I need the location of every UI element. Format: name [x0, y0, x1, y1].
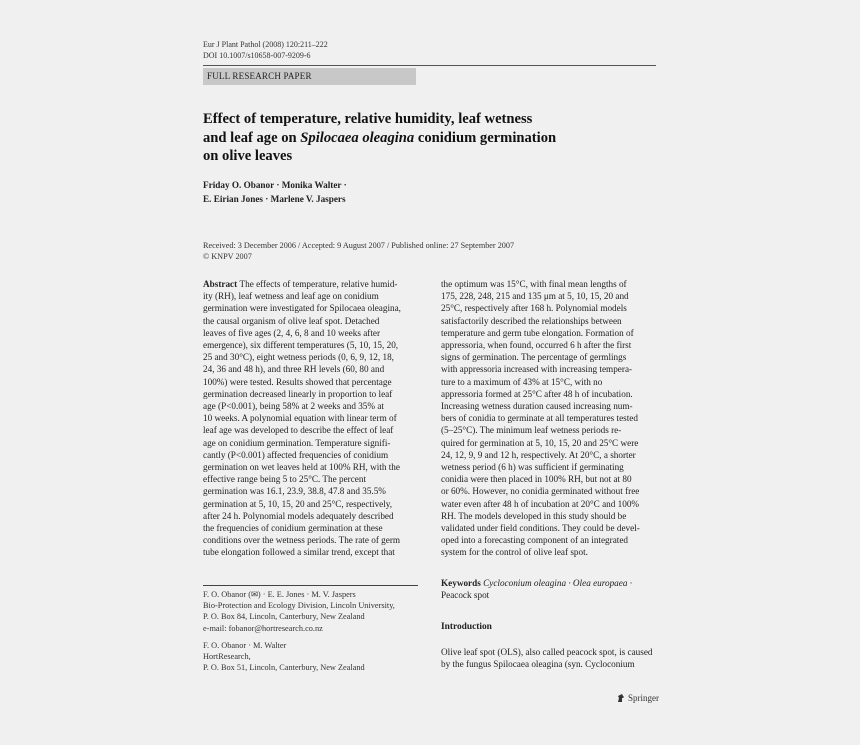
abstract-left-line: effective range being 5 to 25°C. The percent [203, 474, 367, 485]
abstract-right-line: or 60%. However, no conidia germinated without free [441, 486, 640, 497]
springer-horse-icon [616, 693, 626, 703]
affiliation-rule [203, 585, 418, 586]
abstract-left-line: leaves of five ages (2, 4, 6, 8 and 10 weeks after [203, 327, 381, 338]
abstract-left-line: 24, 36 and 48 h), and three RH levels (60, 80 and [203, 364, 385, 375]
abstract-right-line: appressoria formed at 25°C after 48 h of incubation. [441, 388, 633, 399]
abstract-right-line: oped into a forecasting component of an integrated [441, 535, 629, 546]
abstract-left-line: 10 weeks. A polynomial equation with linear term of [203, 413, 397, 424]
keywords-heading: Keywords [441, 578, 481, 588]
affiliation-line: e-mail: fobanor@hortresearch.co.nz [203, 623, 323, 633]
author-line-1: Friday O. Obanor · Monika Walter · [203, 180, 347, 190]
article-type-banner: FULL RESEARCH PAPER [203, 68, 416, 85]
journal-header [203, 39, 328, 61]
abstract-left-line: conditions over the wetness periods. The rate of germ [203, 535, 401, 546]
abstract-right-line: conidia were then placed in 100% RH, but not at 80 [441, 474, 632, 485]
abstract-right-line: RH. The models developed in this study should be [441, 510, 627, 521]
species-name: Spilocaea oleagina [300, 129, 415, 146]
abstract-left-line: 25 and 30°C), eight wetness periods (0, 6, 9, 12, 18, [203, 352, 394, 363]
abstract-left-line: age on conidium germination. Temperature signifi- [203, 437, 391, 448]
affiliation-block-2 [203, 640, 365, 674]
abstract-right-line: ture to a maximum of 43% at 15°C, with no [441, 376, 603, 387]
doi: DOI 10.1007/s10658-007-9209-6 [203, 51, 311, 60]
abstract-right-line: with appressoria increased with increasing tempera- [441, 364, 633, 375]
header-rule [203, 65, 656, 66]
affiliation-line: P. O. Box 51, Lincoln, Canterbury, New Zealand [203, 663, 365, 673]
abstract-right-line: satisfactorily described the relationships between [441, 315, 622, 326]
publication-dates [203, 240, 514, 262]
abstract-heading: Abstract [203, 279, 240, 289]
abstract-left-line: after 24 h. Polynomial models adequately described [203, 510, 394, 521]
publisher-logo [616, 693, 659, 703]
intro-line-2: by the fungus Spilocaea oleagina (syn. Cycloconium [441, 659, 635, 670]
title-line-3: on olive leaves [203, 148, 293, 164]
abstract-right-column [441, 278, 656, 559]
abstract-right-line: signs of germination. The percentage of germlings [441, 352, 627, 363]
abstract-right-line: 175, 228, 248, 215 and 135 μm at 5, 10, 15, 20 and [441, 291, 629, 302]
affiliation-block-1 [203, 589, 395, 634]
abstract-left-line: cantly (P<0.001) affected frequencies of conidium [203, 449, 389, 460]
abstract-left-line: germination decreased linearly in proportion to leaf [203, 388, 393, 399]
affiliation-line: HortResearch, [203, 652, 251, 662]
abstract-left-line: germination was 16.1, 23.9, 38.8, 47.8 and 35.5% [203, 486, 386, 497]
abstract-right-line: quired for germination at 5, 10, 15, 20 and 25°C were [441, 437, 639, 448]
abstract-left-line: the causal organism of olive leaf spot. Detached [203, 315, 380, 326]
affiliation-line: F. O. Obanor · M. Walter [203, 641, 287, 650]
abstract-left-line: germination were investigated for Spilocaea oleagina, [203, 303, 401, 314]
copyright-line: © KNPV 2007 [203, 252, 252, 261]
abstract-right-line: (5–25°C). The minimum leaf wetness periods re- [441, 425, 622, 436]
abstract-left-line: ity (RH), leaf wetness and leaf age on conidium [203, 291, 379, 302]
received-line: Received: 3 December 2006 / Accepted: 9 August 2007 / Published online: 27 September 2007 [203, 241, 515, 250]
publisher-name: Springer [628, 693, 659, 703]
abstract-left-line: 100%) were tested. Results showed that percentage [203, 376, 392, 387]
abstract-left-line: germination on wet leaves held at 100% RH, with the [203, 462, 400, 473]
keywords-terms: Cycloconium oleagina · Olea europaea · [483, 578, 633, 588]
abstract-left-line: leaf age was developed to describe the effect of leaf [203, 425, 394, 436]
abstract-left-line: tube elongation followed a similar trend, except that [203, 547, 395, 558]
affiliation-line: P. O. Box 84, Lincoln, Canterbury, New Zealand [203, 612, 365, 622]
abstract-right-line: Increasing wetness duration caused increasing num- [441, 401, 633, 412]
affiliation-line: F. O. Obanor (✉) · E. E. Jones · M. V. Jaspers [203, 590, 356, 599]
introduction-heading: Introduction [441, 622, 492, 632]
abstract-right-line: appressoria, when found, occurred 6 h after the first [441, 340, 632, 351]
author-line-2: E. Eirian Jones · Marlene V. Jaspers [203, 194, 346, 204]
title-line-2: and leaf age on Spilocaea oleagina conidium germination [203, 129, 557, 146]
abstract-right-line: wetness period (6 h) was sufficient if germinating [441, 462, 624, 473]
abstract-right-line: 25°C, respectively after 168 h. Polynomial models [441, 303, 627, 314]
abstract-right-line: bers of conidia to germinate at all temperatures tested [441, 413, 638, 424]
paper-title [203, 110, 643, 166]
title-line-1: Effect of temperature, relative humidity, leaf wetness [203, 111, 533, 127]
abstract-left-line: emergence), six different temperatures (5, 10, 15, 20, [203, 340, 399, 351]
abstract-right-line: system for the control of olive leaf spot. [441, 547, 588, 558]
abstract-right-line: validated under field conditions. They could be devel- [441, 523, 640, 534]
author-list [203, 178, 347, 206]
keywords-terms-2: Peacock spot [441, 590, 490, 601]
journal-citation: Eur J Plant Pathol (2008) 120:211–222 [203, 40, 328, 49]
abstract-left-line: Abstract The effects of temperature, relative humid- [203, 279, 398, 289]
introduction-text [441, 646, 656, 670]
affiliation-line: Bio-Protection and Ecology Division, Lincoln University, [203, 601, 395, 611]
abstract-right-line: water even after 48 h of incubation at 20°C and 100% [441, 498, 640, 509]
keywords [441, 577, 656, 601]
abstract-left-line: germination at 5, 10, 15, 20 and 25°C, respectively, [203, 498, 393, 509]
abstract-left-line: age (P<0.001), being 58% at 2 weeks and 35% at [203, 401, 384, 412]
abstract-right-line: the optimum was 15°C, with final mean lengths of [441, 279, 627, 289]
intro-line-1: Olive leaf spot (OLS), also called peacock spot, is caused [441, 647, 653, 657]
abstract-right-line: 24, 12, 9, 9 and 12 h, respectively. At 20°C, a shorter [441, 449, 636, 460]
abstract-left-line: the frequencies of conidium germination at these [203, 523, 383, 534]
abstract-right-line: temperature and germ tube elongation. Formation of [441, 327, 634, 338]
abstract-left-column [203, 278, 418, 559]
